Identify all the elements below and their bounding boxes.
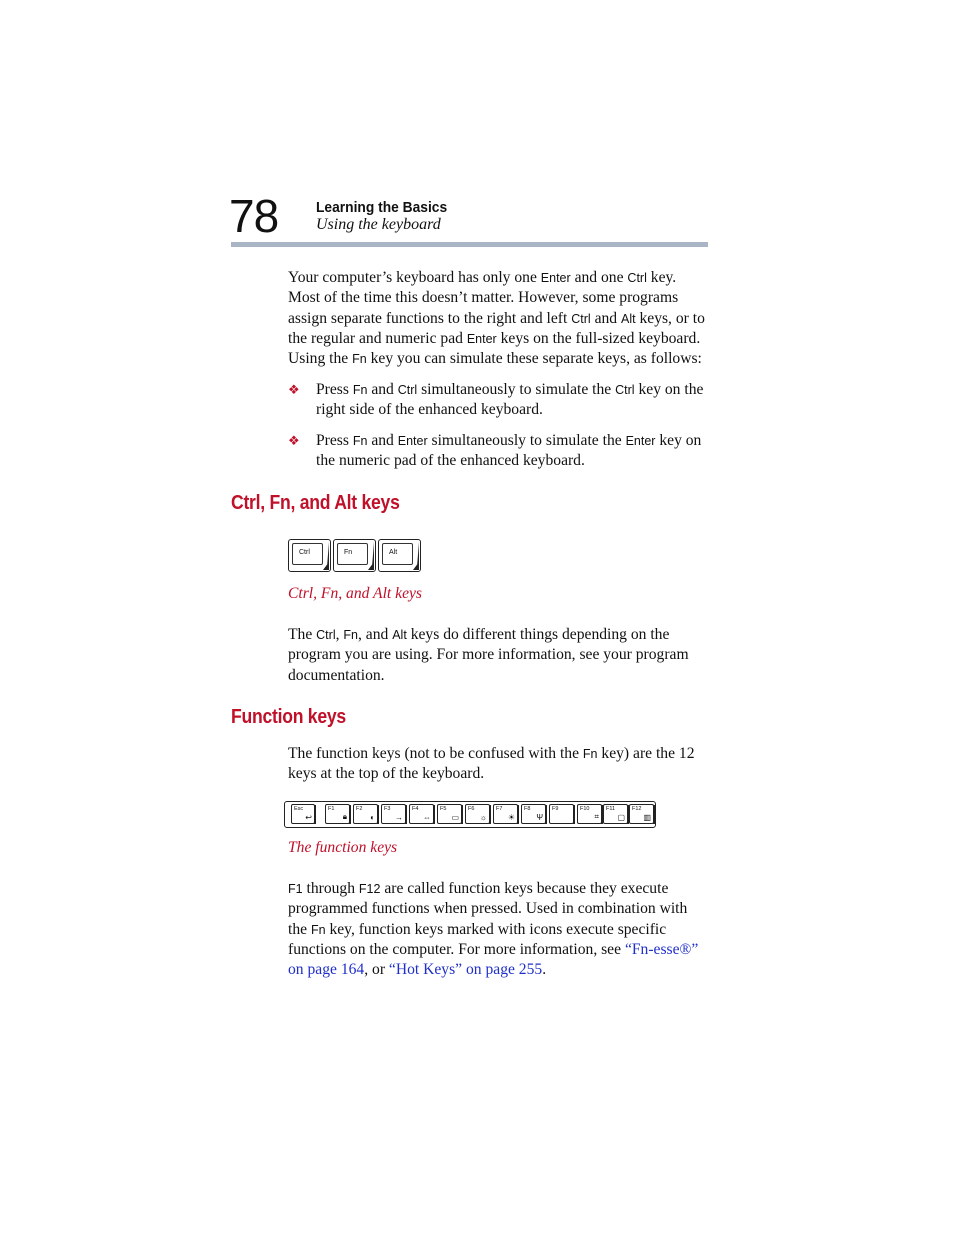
key-name: Ctrl <box>571 311 591 326</box>
f1-key-icon: F1 🔒︎ <box>325 804 350 824</box>
ctrl-fn-alt-paragraph: The Ctrl, Fn, and Alt keys do different things depending on the program you are using. For more information, see your program documentation. <box>288 626 689 684</box>
bullet-item: ❖ Press Fn and Enter simultaneously to simulate the Enter key on the numeric pad of the enhanced keyboard. <box>288 432 702 470</box>
f7-key-icon: F7 ☀ <box>493 804 518 824</box>
header-rule <box>231 242 708 247</box>
figure-caption: Ctrl, Fn, and Alt keys <box>288 585 422 602</box>
key-name: Fn <box>352 352 367 367</box>
page-number: 78 <box>229 190 279 242</box>
bullet-item: ❖ Press Fn and Ctrl simultaneously to simulate the Ctrl key on the right side of the enhanced keyboard. <box>288 381 704 419</box>
fn-key-icon: Fn <box>333 539 376 572</box>
key-name: Alt <box>620 311 636 326</box>
intro-paragraph: Your computer’s keyboard has only one Enter and one Ctrl key. Most of the time this doesn’t matter. However, some programs assign separate functions to the right and left Ctrl and Alt keys, or to the regular and numeric pad Enter keys on the full-sized keyboard. Using the Fn key you can simulate these separate keys, as follows: <box>288 269 705 368</box>
fn-esse-link[interactable]: “Fn-esse®” on page 164 <box>288 940 699 979</box>
function-keys-figure <box>284 801 656 828</box>
hot-keys-link[interactable]: “Hot Keys” on page 255 <box>388 961 543 979</box>
figure-caption: The function keys <box>288 839 398 856</box>
section-heading-ctrl-fn-alt: Ctrl, Fn, and Alt keys <box>231 492 400 514</box>
f3-key-icon: F3 → <box>381 804 406 824</box>
ctrl-fn-alt-keys-figure <box>288 539 428 575</box>
f12-key-icon: F12 ▥ <box>629 804 654 824</box>
f11-key-icon: F11 ▢ <box>603 804 628 824</box>
section-title: Using the keyboard <box>316 216 441 233</box>
key-name: Enter <box>540 271 571 285</box>
key-name: Enter <box>466 331 497 346</box>
f4-key-icon: F4 ⇔ <box>409 804 434 824</box>
alt-key-icon: Alt <box>378 539 421 572</box>
f10-key-icon: F10 ⌗ <box>577 804 602 824</box>
bullet-mark-icon: ❖ <box>288 382 300 397</box>
ctrl-key-icon: Ctrl <box>288 539 331 572</box>
esc-key-icon: Esc ↩ <box>291 804 315 824</box>
function-keys-paragraph: F1 through F12 are called function keys because they execute programmed functions when pressed. Used in combination with the Fn key, function keys marked with icons execute specific functions on the computer. For more information, see “Fn-esse®” on page 164, or “Hot Keys” on page 255. <box>288 880 699 979</box>
chapter-title: Learning the Basics <box>316 199 448 216</box>
f9-key-icon: F9 <box>549 804 574 824</box>
f5-key-icon: F5 ▭ <box>437 804 462 824</box>
f6-key-icon: F6 ☼ <box>465 804 490 824</box>
f8-key-icon: F8 Ψ <box>521 804 546 824</box>
f2-key-icon: F2 ◐ <box>353 804 378 824</box>
section-heading-function-keys: Function keys <box>231 706 346 728</box>
key-name: Ctrl <box>627 271 647 285</box>
bullet-mark-icon: ❖ <box>288 433 300 448</box>
function-keys-intro-paragraph: The function keys (not to be confused with the Fn key) are the 12 keys at the top of the keyboard. <box>288 745 695 783</box>
